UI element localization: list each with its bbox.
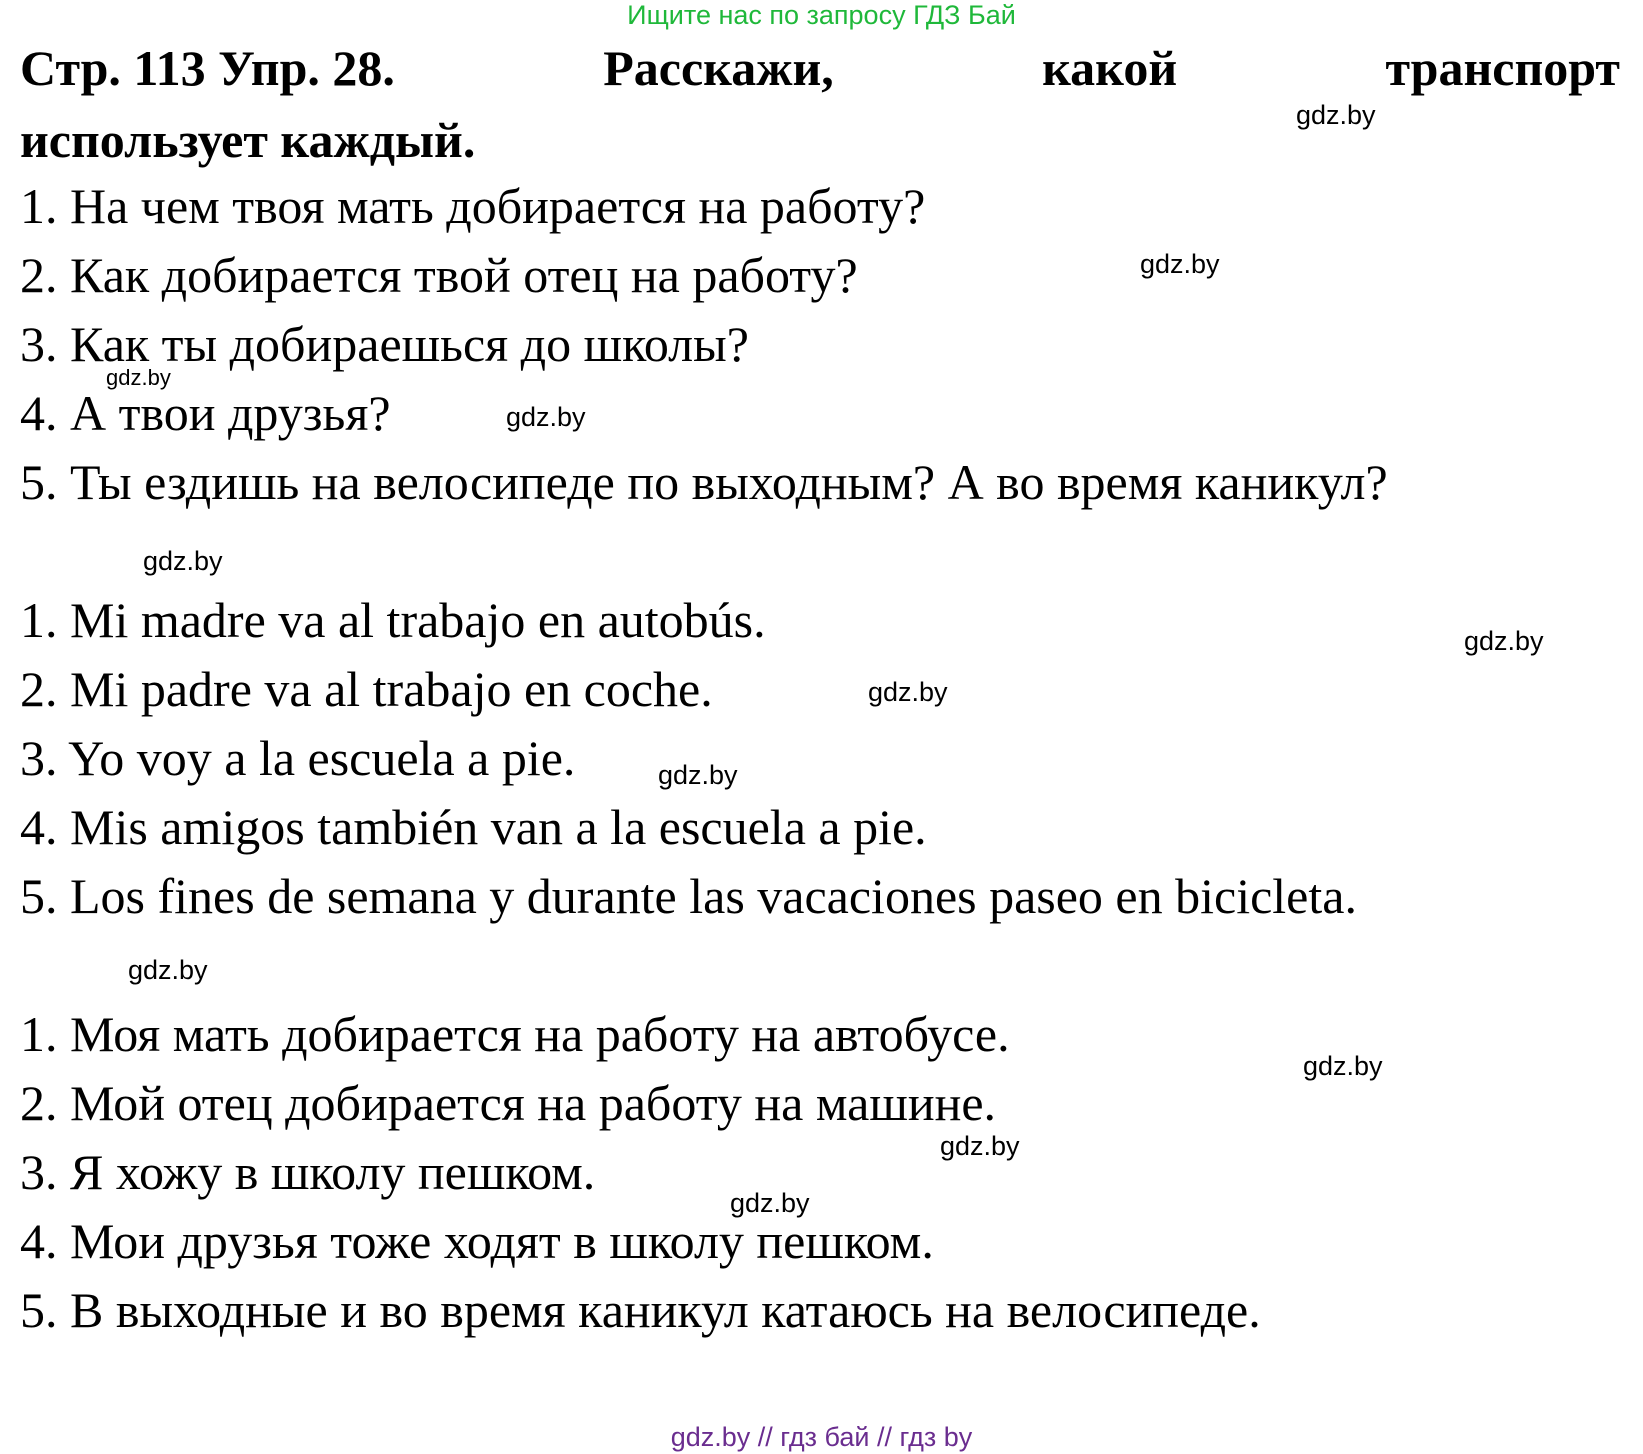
- russian-answer-2: 2. Мой отец добирается на работу на машине.: [20, 1075, 997, 1131]
- question-4: 4. А твои друзья?: [20, 385, 391, 441]
- exercise-title-continued: использует каждый.: [20, 112, 476, 168]
- russian-answer-5: 5. В выходные и во время каникул катаюсь на велосипеде.: [20, 1282, 1261, 1338]
- title-word-1: Расскажи,: [603, 40, 834, 96]
- question-3: 3. Как ты добираешься до школы?: [20, 316, 749, 372]
- spanish-answer-4: 4. Mis amigos también van a la escuela a pie.: [20, 799, 927, 855]
- watermark: gdz.by: [1296, 100, 1376, 130]
- watermark: gdz.by: [940, 1131, 1020, 1161]
- top-banner: Ищите нас по запросу ГДЗ Бай: [627, 0, 1016, 30]
- spanish-answer-5: 5. Los fines de semana y durante las vacaciones paseo en bicicleta.: [20, 868, 1357, 924]
- watermark: gdz.by: [128, 955, 208, 985]
- question-2: 2. Как добирается твой отец на работу?: [20, 247, 858, 303]
- title-page-ref: Стр. 113 Упр. 28.: [20, 40, 395, 96]
- spanish-answer-2: 2. Mi padre va al trabajo en coche.: [20, 661, 713, 717]
- spanish-answer-3: 3. Yo voy a la escuela a pie.: [20, 730, 576, 786]
- russian-answer-3: 3. Я хожу в школу пешком.: [20, 1144, 596, 1200]
- watermark: gdz.by: [868, 677, 948, 707]
- question-5: 5. Ты ездишь на велосипеде по выходным? А во время каникул?: [20, 454, 1388, 510]
- footer-watermark: gdz.by // гдз бай // гдз by: [670, 1422, 973, 1452]
- watermark: gdz.by: [658, 760, 738, 790]
- watermark: gdz.by: [106, 365, 171, 390]
- watermark: gdz.by: [143, 546, 223, 576]
- exercise-title: [20, 40, 1620, 96]
- russian-answer-1: 1. Моя мать добирается на работу на автобусе.: [20, 1006, 1010, 1062]
- title-word-3: транспорт: [1385, 40, 1620, 96]
- spanish-answer-1: 1. Mi madre va al trabajo en autobús.: [20, 592, 766, 648]
- watermark: gdz.by: [730, 1188, 810, 1218]
- russian-answer-4: 4. Мои друзья тоже ходят в школу пешком.: [20, 1213, 934, 1269]
- watermark: gdz.by: [506, 402, 586, 432]
- watermark: gdz.by: [1303, 1051, 1383, 1081]
- watermark: gdz.by: [1140, 249, 1220, 279]
- watermark: gdz.by: [1464, 626, 1544, 656]
- title-word-2: какой: [1042, 40, 1178, 96]
- question-1: 1. На чем твоя мать добирается на работу?: [20, 178, 926, 234]
